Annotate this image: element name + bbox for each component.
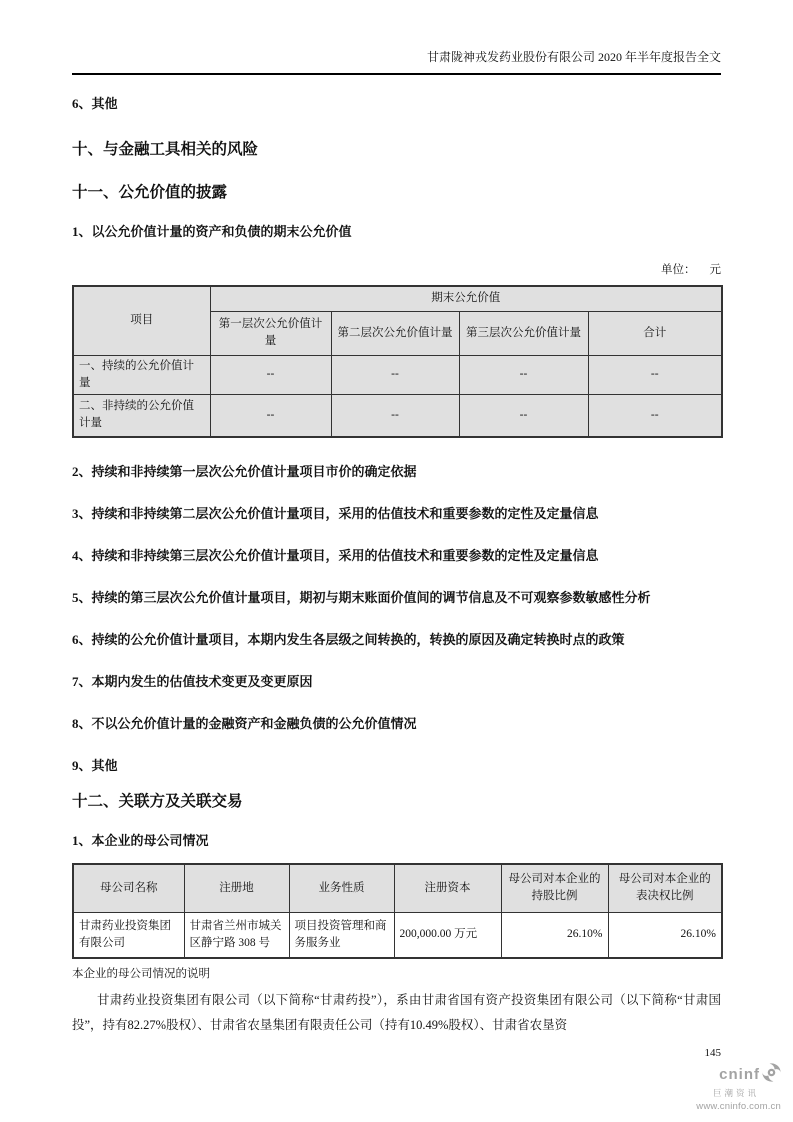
col-header-total: 合计 [588, 311, 722, 355]
cell-value: -- [459, 355, 588, 394]
unit-label: 单位： [661, 264, 696, 276]
parent-company-table [72, 863, 723, 959]
row-label: 二、非持续的公允价值计量 [73, 394, 210, 437]
table-row-non-continuous [73, 394, 722, 437]
cell-registered-capital: 200,000.00 万元 [394, 912, 501, 958]
cell-value: -- [331, 394, 459, 437]
unit-value: 元 [709, 264, 721, 276]
report-title: 甘肃陇神戎发药业股份有限公司 2020 年半年度报告全文 [426, 50, 721, 64]
note-paragraph: 甘肃药业投资集团有限公司（以下简称“甘肃药投”），系由甘肃省国有资产投资集团有限公司（以下简称“甘肃国投”，持有82.27%股权）、甘肃省农垦集团有限责任公司（持有10.49%股权）、甘肃省农垦资 [72, 993, 721, 1032]
col-header-registered-capital: 注册资本 [394, 864, 501, 912]
section-item-1-fair-value: 1、以公允价值计量的资产和负债的期末公允价值 [72, 224, 352, 239]
cell-value: -- [588, 394, 722, 437]
table-row-continuous [73, 355, 722, 394]
cninfo-brand-row [696, 1063, 781, 1085]
section-item-3: 3、持续和非持续第二层次公允价值计量项目，采用的估值技术和重要参数的定性及定量信息 [72, 506, 599, 521]
section-item-5: 5、持续的第三层次公允价值计量项目，期初与期末账面价值间的调节信息及不可观察参数敏感性分析 [72, 590, 651, 605]
section-item-6-transfer: 6、持续的公允价值计量项目，本期内发生各层级之间转换的，转换的原因及确定转换时点的政策 [72, 632, 625, 647]
col-header-item: 项目 [73, 286, 210, 355]
table-row-parent-company [73, 912, 722, 958]
cell-business-nature: 项目投资管理和商务服务业 [289, 912, 394, 958]
col-header-level1: 第一层次公允价值计量 [210, 311, 331, 355]
cell-value: -- [210, 355, 331, 394]
cell-shareholding-ratio: 26.10% [501, 912, 608, 958]
col-header-level3: 第三层次公允价值计量 [459, 311, 588, 355]
cell-value: -- [588, 355, 722, 394]
col-header-business-nature: 业务性质 [289, 864, 394, 912]
page-content [72, 0, 721, 1060]
page-number: 145 [704, 1047, 721, 1059]
cell-registered-address: 甘肃省兰州市城关区静宁路 308 号 [184, 912, 289, 958]
cninfo-url: www.cninfo.com.cn [696, 1101, 781, 1112]
fair-value-table [72, 285, 723, 438]
heading-10-financial-instrument-risk: 十、与金融工具相关的风险 [72, 141, 259, 158]
table-header-row [73, 864, 722, 912]
cell-parent-name: 甘肃药业投资集团有限公司 [73, 912, 184, 958]
cell-value: -- [459, 394, 588, 437]
page-header [72, 0, 721, 75]
section-item-7: 7、本期内发生的估值技术变更及变更原因 [72, 674, 313, 689]
row-label: 一、持续的公允价值计量 [73, 355, 210, 394]
col-header-parent-name: 母公司名称 [73, 864, 184, 912]
col-header-shareholding-ratio: 母公司对本企业的持股比例 [501, 864, 608, 912]
col-header-registered-address: 注册地 [184, 864, 289, 912]
cninfo-chinese-name: 巨潮资讯 [712, 1088, 759, 1098]
cninfo-swirl-icon [762, 1063, 781, 1085]
note-title: 本企业的母公司情况的说明 [72, 968, 210, 980]
table-header-row [73, 286, 722, 311]
col-header-voting-ratio: 母公司对本企业的表决权比例 [608, 864, 722, 912]
section-item-1-parent-company: 1、本企业的母公司情况 [72, 833, 209, 848]
section-item-9-other: 9、其他 [72, 758, 118, 773]
section-item-2: 2、持续和非持续第一层次公允价值计量项目市价的确定依据 [72, 464, 417, 479]
heading-11-fair-value-disclosure: 十一、公允价值的披露 [72, 184, 228, 201]
cell-value: -- [210, 394, 331, 437]
section-item-6-other: 6、其他 [72, 96, 118, 111]
unit-row [72, 263, 721, 277]
col-group-header-fair-value: 期末公允价值 [210, 286, 722, 311]
cell-value: -- [331, 355, 459, 394]
cninfo-logo [696, 1063, 781, 1112]
cell-voting-ratio: 26.10% [608, 912, 722, 958]
heading-12-related-party: 十二、关联方及关联交易 [72, 793, 243, 810]
section-item-8: 8、不以公允价值计量的金融资产和金融负债的公允价值情况 [72, 716, 417, 731]
cninfo-brand-text: cninf [719, 1065, 760, 1083]
col-header-level2: 第二层次公允价值计量 [331, 311, 459, 355]
section-item-4: 4、持续和非持续第三层次公允价值计量项目，采用的估值技术和重要参数的定性及定量信息 [72, 548, 599, 563]
